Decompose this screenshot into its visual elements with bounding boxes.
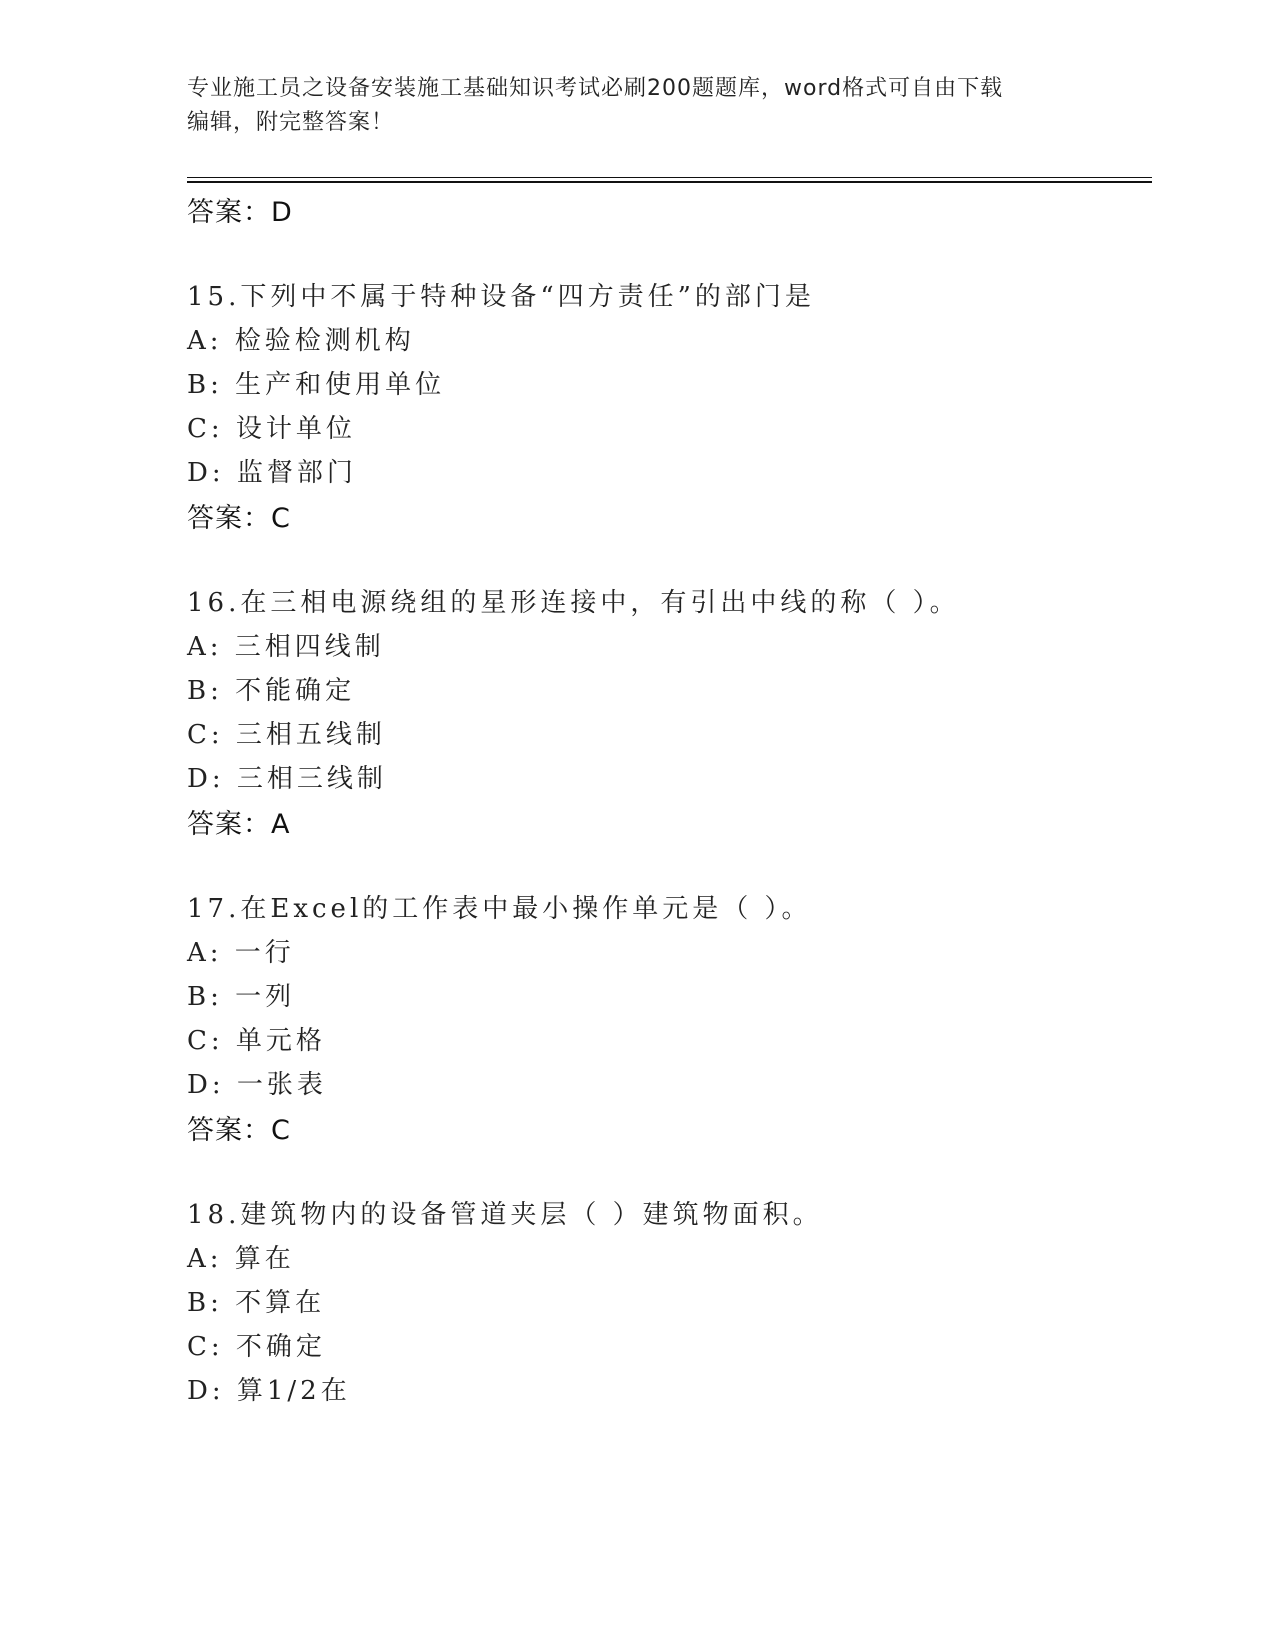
answer-line: 答案：A — [187, 809, 291, 840]
question-option: D: 一张表 — [187, 1070, 327, 1100]
question-title: 16.在三相电源绕组的星形连接中，有引出中线的称（ ）。 — [187, 588, 960, 618]
question-option: D: 三相三线制 — [187, 764, 387, 794]
answer-line: 答案：C — [187, 1115, 291, 1146]
question-option: C: 单元格 — [187, 1026, 326, 1056]
header-divider-top — [187, 177, 1152, 178]
question-option: A: 算在 — [187, 1244, 295, 1274]
question-option: B: 一列 — [187, 982, 296, 1012]
question-option: D: 算1/2在 — [187, 1376, 351, 1406]
question-option: C: 不确定 — [187, 1332, 326, 1362]
header-line-2: 编辑，附完整答案！ — [187, 110, 395, 135]
question-option: B: 不能确定 — [187, 676, 356, 706]
question-option: A: 一行 — [187, 938, 295, 968]
answer-line: 答案：C — [187, 503, 291, 534]
question-option: D: 监督部门 — [187, 458, 357, 488]
question-title: 18.建筑物内的设备管道夹层（ ）建筑物面积。 — [187, 1200, 823, 1230]
question-title: 17.在Excel的工作表中最小操作单元是（ ）。 — [187, 894, 812, 924]
question-option: B: 不算在 — [187, 1288, 326, 1318]
question-title: 15.下列中不属于特种设备“四方责任”的部门是 — [187, 282, 815, 312]
question-option: A: 检验检测机构 — [187, 326, 415, 356]
document-header — [187, 72, 1087, 140]
question-option: B: 生产和使用单位 — [187, 370, 446, 400]
question-option: C: 三相五线制 — [187, 720, 386, 750]
header-line-1: 专业施工员之设备安装施工基础知识考试必刷200题题库，word格式可自由下载 — [187, 76, 1004, 101]
answer-line: 答案：D — [187, 197, 293, 228]
question-option: A: 三相四线制 — [187, 632, 385, 662]
header-divider-bottom — [187, 181, 1152, 183]
question-option: C: 设计单位 — [187, 414, 356, 444]
